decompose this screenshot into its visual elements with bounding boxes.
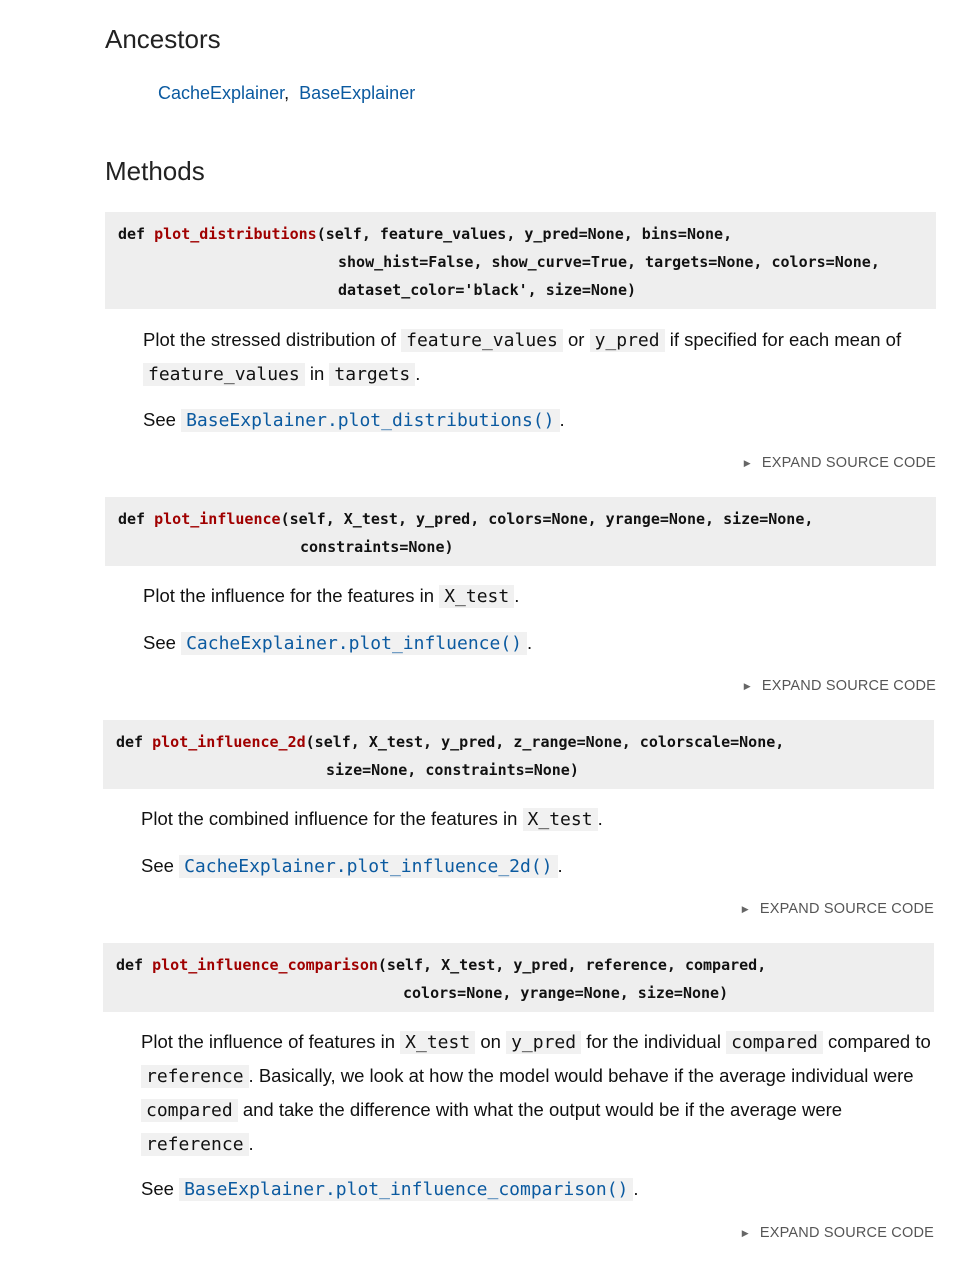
see-also: See CacheExplainer.plot_influence() . xyxy=(143,632,533,654)
inline-code: X_test xyxy=(400,1031,475,1054)
signature-params-line: size=None, constraints=None) xyxy=(326,761,579,779)
method-description: Plot the influence for the features in X_test . xyxy=(143,585,520,607)
see-also-link[interactable]: BaseExplainer.plot_influence_comparison() xyxy=(179,1178,633,1199)
method-description: Plot the stressed distribution of feature_values or y_pred if specified for each mean of feature_values in targets . xyxy=(143,329,902,385)
method-name: plot_distributions xyxy=(154,225,317,243)
signature-params-line: colors=None, yrange=None, size=None) xyxy=(403,984,729,1002)
triangle-right-icon: ▶ xyxy=(741,1228,749,1238)
inline-code: X_test xyxy=(523,808,598,831)
ancestor-link-baseexplainer[interactable]: BaseExplainer xyxy=(299,83,416,103)
inline-code: X_test xyxy=(439,585,514,608)
see-also: See CacheExplainer.plot_influence_2d() . xyxy=(141,855,563,877)
inline-code: targets xyxy=(329,363,415,386)
triangle-right-icon: ▶ xyxy=(743,458,751,468)
method-description: Plot the combined influence for the features in X_test . xyxy=(141,808,603,830)
signature-params-line: show_hist=False, show_curve=True, targets=None, colors=None, xyxy=(338,253,880,271)
signature-params-line: dataset_color='black', size=None) xyxy=(338,281,637,299)
signature-params-line: (self, X_test, y_pred, reference, compared, xyxy=(377,956,767,974)
method-signature-plot-influence xyxy=(105,497,936,566)
method-description: Plot the influence of features in X_test on y_pred for the individual compared compared to reference . Basically, we look at how the model would behave if the average individual were compared and take the difference with what the output would be if the average were reference . xyxy=(141,1031,931,1155)
inline-code: reference xyxy=(141,1065,249,1088)
inline-code: y_pred xyxy=(506,1031,581,1054)
def-keyword: def xyxy=(118,510,146,528)
triangle-right-icon: ▶ xyxy=(741,904,749,914)
see-also-link[interactable]: BaseExplainer.plot_distributions() xyxy=(181,409,559,430)
inline-code: compared xyxy=(141,1099,238,1122)
def-keyword: def xyxy=(116,956,144,974)
signature-params-line: (self, feature_values, y_pred=None, bins=None, xyxy=(316,225,733,243)
def-keyword: def xyxy=(116,733,144,751)
expand-source-button[interactable]: ▶ EXPAND SOURCE CODE xyxy=(741,1225,934,1241)
see-also: See BaseExplainer.plot_influence_comparison() . xyxy=(141,1178,639,1200)
expand-source-button[interactable]: ▶ EXPAND SOURCE CODE xyxy=(741,901,934,917)
see-also-link[interactable]: CacheExplainer.plot_influence() xyxy=(181,632,527,653)
inline-code: feature_values xyxy=(143,363,305,386)
triangle-right-icon: ▶ xyxy=(743,681,751,691)
method-name: plot_influence_comparison xyxy=(152,956,378,974)
inline-code: reference xyxy=(141,1133,249,1156)
method-signature-plot-distributions xyxy=(105,212,936,309)
expand-source-button[interactable]: ▶ EXPAND SOURCE CODE xyxy=(743,678,936,694)
ancestor-separator: , xyxy=(284,83,290,103)
method-name: plot_influence_2d xyxy=(152,733,306,751)
see-also-link[interactable]: CacheExplainer.plot_influence_2d() xyxy=(179,855,557,876)
ancestors-list xyxy=(158,83,415,104)
method-signature-plot-influence-2d xyxy=(103,720,934,789)
ancestors-heading: Ancestors xyxy=(105,24,221,54)
def-keyword: def xyxy=(118,225,146,243)
inline-code: y_pred xyxy=(590,329,665,352)
methods-heading: Methods xyxy=(105,156,205,186)
inline-code: feature_values xyxy=(401,329,563,352)
signature-params-line: constraints=None) xyxy=(300,538,454,556)
method-signature-plot-influence-comparison xyxy=(103,943,934,1012)
signature-params-line: (self, X_test, y_pred, z_range=None, colorscale=None, xyxy=(305,733,785,751)
method-name: plot_influence xyxy=(154,510,281,528)
ancestor-link-cacheexplainer[interactable]: CacheExplainer xyxy=(158,83,285,103)
signature-params-line: (self, X_test, y_pred, colors=None, yrange=None, size=None, xyxy=(280,510,814,528)
expand-source-button[interactable]: ▶ EXPAND SOURCE CODE xyxy=(743,455,936,471)
inline-code: compared xyxy=(726,1031,823,1054)
see-also: See BaseExplainer.plot_distributions() . xyxy=(143,409,565,431)
